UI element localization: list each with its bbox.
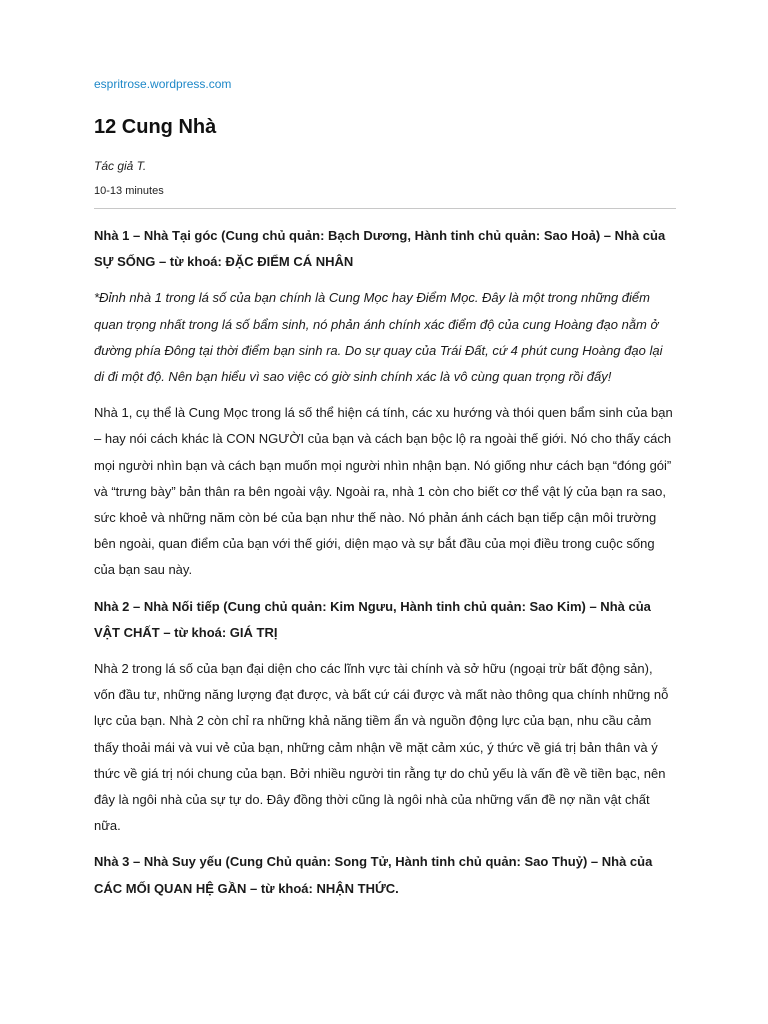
header-divider — [94, 208, 676, 209]
article-title: 12 Cung Nhà — [94, 116, 217, 138]
house-1-note: *Đỉnh nhà 1 trong lá số của bạn chính là Cung Mọc hay Điểm Mọc. Đây là một trong những điểm quan trọng nhất trong lá số bẩm sinh, nó phản ánh chính xác điểm độ của cung Hoàng đạo nằm ở đường phía Đông tại thời điểm bạn sinh ra. Do sự quay của Trái Đất, cứ 4 phút cung Hoàng đạo lại di đi một độ. Nên bạn hiểu vì sao việc có giờ sinh chính xác là vô cùng quan trọng rồi đấy! — [94, 290, 663, 385]
house-2-heading: Nhà 2 – Nhà Nối tiếp (Cung chủ quản: Kim Ngưu, Hành tinh chủ quản: Sao Kim) – Nhà của VẬT CHẤT – từ khoá: GIÁ TRỊ — [94, 598, 651, 640]
site-link[interactable]: espritrose.wordpress.com — [94, 77, 232, 91]
read-time: 10-13 minutes — [94, 185, 164, 197]
article-author: Tác giả T. — [94, 159, 147, 173]
house-1-body: Nhà 1, cụ thể là Cung Mọc trong lá số thể hiện cá tính, các xu hướng và thói quen bẩm sinh của bạn – hay nói cách khác là CON NGƯỜI của bạn và cách bạn bộc lộ ra ngoài thế giới. Nó cho thấy cách mọi người nhìn bạn và cách bạn muốn mọi người nhìn nhận bạn. Nó giống như cách bạn “đóng gói” và “trưng bày” bản thân ra bên ngoài vậy. Ngoài ra, nhà 1 còn cho biết cơ thể vật lý của bạn ra sao, sức khoẻ và những năm còn bé của bạn như thế nào. Nó phản ánh cách bạn tiếp cận môi trường bên ngoài, quan điểm của bạn với thế giới, diện mạo và sự bắt đầu của mọi điều trong cuộc sống của bạn sau này. — [94, 405, 673, 578]
article-content — [94, 223, 676, 902]
house-1-heading: Nhà 1 – Nhà Tại góc (Cung chủ quản: Bạch Dương, Hành tinh chủ quản: Sao Hoả) – Nhà của SỰ SỐNG – từ khoá: ĐẶC ĐIỂM CÁ NHÂN — [94, 228, 666, 270]
house-3-heading: Nhà 3 – Nhà Suy yếu (Cung Chủ quản: Song Tử, Hành tinh chủ quản: Sao Thuỷ) – Nhà của CÁC MỐI QUAN HỆ GẦN – từ khoá: NHẬN THỨC. — [94, 854, 653, 896]
house-2-body: Nhà 2 trong lá số của bạn đại diện cho các lĩnh vực tài chính và sở hữu (ngoại trừ bất động sản), vốn đầu tư, những năng lượng đạt được, và bất cứ cái được và mất nào thông qua chính những nỗ lực của bạn. Nhà 2 còn chỉ ra những khả năng tiềm ẩn và nguồn động lực của bạn, nhu cầu cảm thấy thoải mái và vui vẻ của bạn, những cảm nhận về mặt cảm xúc, ý thức về giá trị bản thân và ý thức về giá trị nói chung của bạn. Bởi nhiều người tin rằng tự do chủ yếu là vấn đề về tiền bạc, nên đây là ngôi nhà của sự tự do. Đây đồng thời cũng là ngôi nhà của những vấn đề nợ nần vật chất nữa. — [94, 661, 669, 834]
